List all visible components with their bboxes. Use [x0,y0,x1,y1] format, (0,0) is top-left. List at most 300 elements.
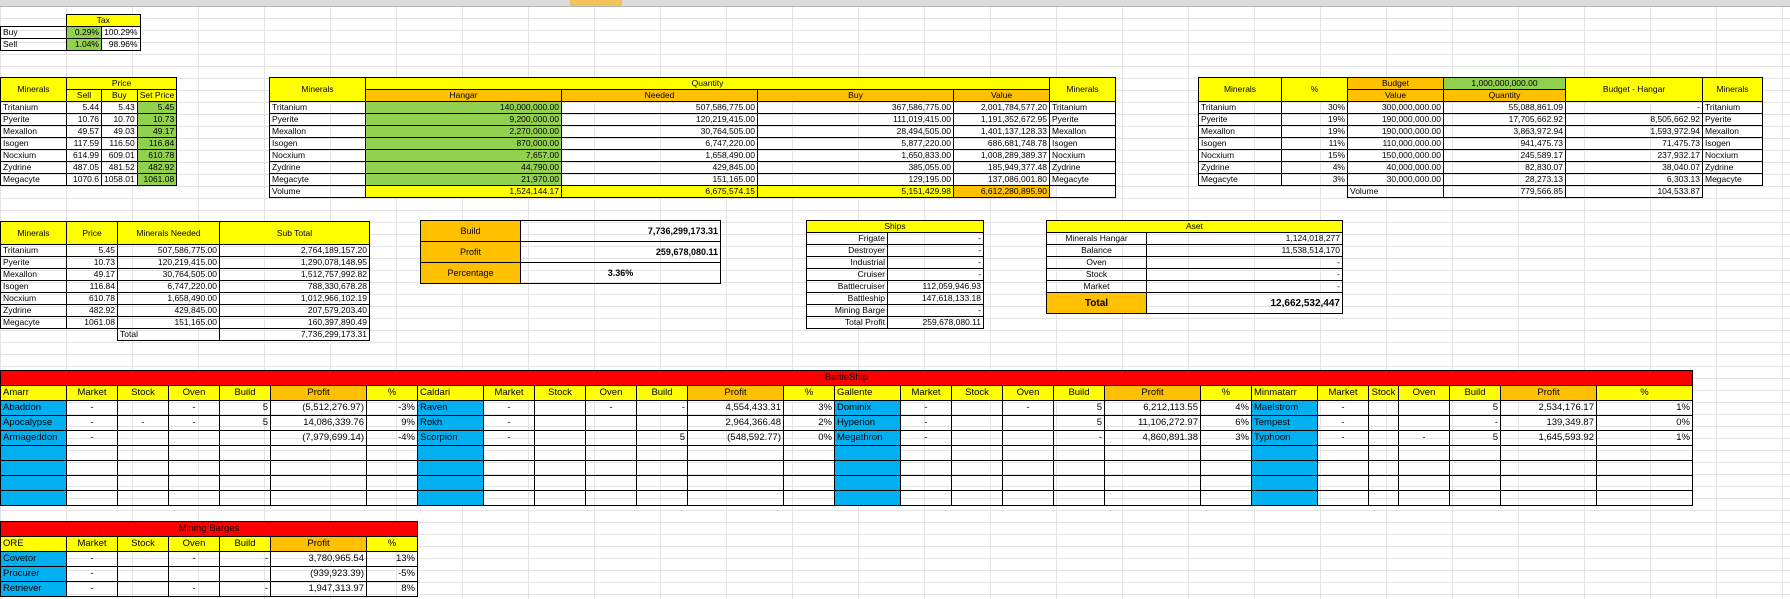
ship-profit-cell[interactable]: 1,947,313.97 [271,582,367,597]
budget-hangar-cell[interactable]: 8,505,662.92 [1566,114,1703,126]
ship-build-cell[interactable] [1054,461,1105,476]
ship-profit-cell[interactable]: - [888,269,984,281]
budget-hangar-cell[interactable]: 1,593,972.94 [1566,126,1703,138]
ship-name-cell[interactable]: Raven [418,401,484,416]
ship-stock-cell[interactable] [118,461,169,476]
ship-pct-cell[interactable] [1597,461,1693,476]
ship-name-cell[interactable]: Covetor [1,552,67,567]
ship-build-cell[interactable]: 5 [220,401,271,416]
value-cell[interactable]: 1,401,137,128.33 [954,126,1050,138]
ship-oven-cell[interactable] [1003,431,1054,446]
ship-oven-cell[interactable]: - [169,401,220,416]
ship-name-cell[interactable] [418,446,484,461]
aset-value-cell[interactable]: 1,124,018,277 [1147,233,1343,245]
sell-price-cell[interactable]: 117.59 [67,138,102,150]
ship-stock-cell[interactable] [1369,476,1399,491]
ship-pct-cell[interactable]: 0% [1597,416,1693,431]
ship-market-cell[interactable]: - [1318,416,1369,431]
sub-total-cell[interactable]: 2,764,189,157.20 [220,245,370,257]
ship-stock-cell[interactable] [118,582,169,597]
ship-name-cell[interactable] [418,476,484,491]
ship-name-cell[interactable]: Retriever [1,582,67,597]
ship-stock-cell[interactable] [535,416,586,431]
ship-pct-cell[interactable] [1201,476,1252,491]
ship-pct-cell[interactable] [1201,461,1252,476]
ship-build-cell[interactable] [1054,476,1105,491]
percent-cell[interactable]: 3% [1282,174,1348,186]
sub-total-cell[interactable]: 207,579,203.40 [220,305,370,317]
ship-oven-cell[interactable] [1003,491,1054,506]
ship-stock-cell[interactable] [118,446,169,461]
value-cell[interactable]: 185,949,377.48 [954,162,1050,174]
tax-value-cell[interactable]: 100.29% [102,27,141,39]
ship-build-cell[interactable] [1450,446,1501,461]
ship-build-cell[interactable] [637,491,688,506]
budget-total[interactable]: 1,000,000,000.00 [1444,78,1566,90]
buy-price-cell[interactable]: 49.03 [102,126,138,138]
ship-market-cell[interactable]: - [901,401,952,416]
ship-name-cell[interactable]: Tempest [1252,416,1318,431]
ship-build-cell[interactable] [220,491,271,506]
ship-profit-cell[interactable]: - [888,233,984,245]
ship-pct-cell[interactable] [784,461,835,476]
ship-name-cell[interactable] [1,446,67,461]
ship-pct-cell[interactable]: 3% [784,401,835,416]
ship-market-cell[interactable] [484,461,535,476]
ship-stock-cell[interactable] [952,446,1003,461]
budget-hangar-cell[interactable]: 71,475.73 [1566,138,1703,150]
ship-build-cell[interactable]: - [1450,416,1501,431]
ship-profit-cell[interactable] [1105,461,1201,476]
ship-market-cell[interactable] [1318,476,1369,491]
ship-pct-cell[interactable]: 8% [367,582,418,597]
sell-price-cell[interactable]: 5.44 [67,102,102,114]
ship-market-cell[interactable] [484,476,535,491]
ship-build-cell[interactable] [220,476,271,491]
value-cell[interactable]: 1,191,352,672.95 [954,114,1050,126]
percent-cell[interactable]: 15% [1282,150,1348,162]
ship-market-cell[interactable] [901,476,952,491]
ship-pct-cell[interactable] [1201,491,1252,506]
set-price-cell[interactable]: 5.45 [137,102,177,114]
percent-cell[interactable]: 4% [1282,162,1348,174]
ship-stock-cell[interactable] [1369,431,1399,446]
ship-oven-cell[interactable] [1399,416,1450,431]
price-cell[interactable]: 49.17 [67,269,118,281]
ship-pct-cell[interactable] [784,476,835,491]
buy-price-cell[interactable]: 5.43 [102,102,138,114]
ship-market-cell[interactable] [1318,446,1369,461]
budget-value-cell[interactable]: 40,000,000.00 [1348,162,1444,174]
ship-profit-cell[interactable] [1501,461,1597,476]
ship-oven-cell[interactable] [1399,446,1450,461]
ship-name-cell[interactable]: Abaddon [1,401,67,416]
ship-market-cell[interactable]: - [67,431,118,446]
minerals-needed-cell[interactable]: 1,658,490.00 [118,293,220,305]
ship-name-cell[interactable]: Apocalypse [1,416,67,431]
ship-build-cell[interactable]: 5 [1450,401,1501,416]
ship-market-cell[interactable]: - [484,431,535,446]
ship-profit-cell[interactable]: 2,964,366.48 [688,416,784,431]
value-cell[interactable]: 2,001,784,577.20 [954,102,1050,114]
ship-oven-cell[interactable] [1003,446,1054,461]
ship-market-cell[interactable]: - [67,582,118,597]
ship-pct-cell[interactable] [367,446,418,461]
ship-build-cell[interactable] [220,446,271,461]
ship-stock-cell[interactable] [952,416,1003,431]
ship-build-cell[interactable] [1450,491,1501,506]
hangar-cell[interactable]: 2,270,000.00 [366,126,562,138]
set-price-cell[interactable]: 1061.08 [137,174,177,186]
budget-qty-cell[interactable]: 28,273.13 [1444,174,1566,186]
volume-hangar[interactable]: 1,524,144.17 [366,186,562,198]
ship-oven-cell[interactable]: - [169,582,220,597]
ship-name-cell[interactable] [418,491,484,506]
ship-name-cell[interactable]: Megathron [835,431,901,446]
ship-name-cell[interactable]: Hyperion [835,416,901,431]
ship-profit-cell[interactable]: 6,212,113.55 [1105,401,1201,416]
ship-oven-cell[interactable]: - [1399,431,1450,446]
hangar-cell[interactable]: 9,200,000.00 [366,114,562,126]
ship-stock-cell[interactable] [118,552,169,567]
ship-build-cell[interactable] [1450,476,1501,491]
price-cell[interactable]: 482.92 [67,305,118,317]
ship-stock-cell[interactable] [535,476,586,491]
needed-cell[interactable]: 120,219,415.00 [562,114,758,126]
ship-pct-cell[interactable]: 4% [1201,401,1252,416]
value-cell[interactable]: 137,086,001.80 [954,174,1050,186]
ship-stock-cell[interactable] [535,461,586,476]
buy-cell[interactable]: 28,494,505.00 [758,126,954,138]
budget-qty-cell[interactable]: 941,475.73 [1444,138,1566,150]
ship-oven-cell[interactable] [169,567,220,582]
ship-oven-cell[interactable] [586,491,637,506]
ship-pct-cell[interactable]: 13% [367,552,418,567]
ship-pct-cell[interactable]: 1% [1597,431,1693,446]
ship-profit-cell[interactable]: (939,923.39) [271,567,367,582]
tax-pct-cell[interactable]: 1.04% [67,39,102,51]
ship-build-cell[interactable] [1054,446,1105,461]
ship-name-cell[interactable]: Typhoon [1252,431,1318,446]
ship-profit-cell[interactable]: 1,645,593.92 [1501,431,1597,446]
ship-profit-cell[interactable]: (7,979,699.14) [271,431,367,446]
profit-value[interactable]: 259,678,080.11 [521,242,721,263]
budget-qty-cell[interactable]: 3,863,972.94 [1444,126,1566,138]
budget-hangar-cell[interactable]: 6,303.13 [1566,174,1703,186]
ship-oven-cell[interactable] [586,431,637,446]
ship-oven-cell[interactable] [169,431,220,446]
ship-profit-cell[interactable] [271,446,367,461]
ship-build-cell[interactable]: - [637,401,688,416]
budget-hangar-cell[interactable]: 237,932.17 [1566,150,1703,162]
ship-oven-cell[interactable] [1399,401,1450,416]
build-value[interactable]: 7,736,299,173.31 [521,221,721,242]
budget-hangar-cell[interactable]: 38,040.07 [1566,162,1703,174]
ship-profit-cell[interactable] [1105,491,1201,506]
minerals-needed-cell[interactable]: 6,747,220.00 [118,281,220,293]
ship-market-cell[interactable] [1318,461,1369,476]
ship-build-cell[interactable]: 5 [1054,416,1105,431]
price-cell[interactable]: 116.84 [67,281,118,293]
ship-build-cell[interactable] [220,461,271,476]
percent-cell[interactable]: 19% [1282,126,1348,138]
ship-stock-cell[interactable] [118,491,169,506]
ship-name-cell[interactable] [1252,461,1318,476]
ship-build-cell[interactable]: 5 [1054,401,1105,416]
ship-pct-cell[interactable]: 3% [1201,431,1252,446]
ship-profit-cell[interactable] [1501,491,1597,506]
ship-market-cell[interactable]: - [67,401,118,416]
ship-name-cell[interactable] [1,491,67,506]
ship-pct-cell[interactable] [784,446,835,461]
ship-pct-cell[interactable] [784,491,835,506]
ship-market-cell[interactable] [67,461,118,476]
empty-cell[interactable] [1050,186,1116,198]
aset-value-cell[interactable]: - [1147,281,1343,293]
volume-budget-hangar[interactable]: 104,533.87 [1566,186,1703,198]
ship-stock-cell[interactable] [952,401,1003,416]
ship-stock-cell[interactable] [952,461,1003,476]
ship-profit-cell[interactable]: 139,349.87 [1501,416,1597,431]
needed-cell[interactable]: 30,764,505.00 [562,126,758,138]
ship-profit-cell[interactable] [271,491,367,506]
ship-oven-cell[interactable] [586,416,637,431]
ship-stock-cell[interactable]: - [118,416,169,431]
ship-build-cell[interactable]: 5 [1450,431,1501,446]
percentage-value[interactable]: 3.36% [521,263,721,284]
set-price-cell[interactable]: 610.78 [137,150,177,162]
ship-oven-cell[interactable] [169,446,220,461]
ship-oven-cell[interactable] [1399,461,1450,476]
ship-oven-cell[interactable] [169,476,220,491]
ship-oven-cell[interactable] [586,476,637,491]
sell-price-cell[interactable]: 614.99 [67,150,102,162]
aset-total-value[interactable]: 12,662,532,447 [1147,293,1343,314]
sub-total-cell[interactable]: 1,012,966,102.19 [220,293,370,305]
minerals-needed-cell[interactable]: 30,764,505.00 [118,269,220,281]
ship-stock-cell[interactable] [952,431,1003,446]
ship-oven-cell[interactable]: - [169,552,220,567]
price-cell[interactable]: 5.45 [67,245,118,257]
ship-pct-cell[interactable]: 1% [1597,401,1693,416]
total-value[interactable]: 7,736,299,173.31 [220,329,370,341]
ship-profit-cell[interactable]: 4,554,433.31 [688,401,784,416]
buy-cell[interactable]: 385,055.00 [758,162,954,174]
ship-name-cell[interactable] [835,491,901,506]
ship-pct-cell[interactable] [1597,446,1693,461]
sell-price-cell[interactable]: 1070.6 [67,174,102,186]
percent-cell[interactable]: 30% [1282,102,1348,114]
budget-value-cell[interactable]: 150,000,000.00 [1348,150,1444,162]
buy-cell[interactable]: 5,877,220.00 [758,138,954,150]
percent-cell[interactable]: 11% [1282,138,1348,150]
volume-value[interactable]: 6,612,280,895.90 [954,186,1050,198]
budget-hangar-cell[interactable]: - [1566,102,1703,114]
ship-market-cell[interactable] [67,476,118,491]
ship-profit-cell[interactable]: 14,086,339.76 [271,416,367,431]
ship-profit-cell[interactable] [271,461,367,476]
aset-value-cell[interactable]: 11,538,514,170 [1147,245,1343,257]
set-price-cell[interactable]: 116.84 [137,138,177,150]
ship-profit-cell[interactable]: 2,534,176.17 [1501,401,1597,416]
ship-name-cell[interactable] [1252,476,1318,491]
buy-price-cell[interactable]: 1058.01 [102,174,138,186]
buy-cell[interactable]: 129,195.00 [758,174,954,186]
tax-value-cell[interactable]: 98.96% [102,39,141,51]
buy-cell[interactable]: 1,650,833.00 [758,150,954,162]
ship-oven-cell[interactable]: - [1003,401,1054,416]
ship-market-cell[interactable] [484,491,535,506]
ship-market-cell[interactable] [484,446,535,461]
ship-profit-cell[interactable]: 11,106,272.97 [1105,416,1201,431]
minerals-needed-cell[interactable]: 151,165.00 [118,317,220,329]
ship-oven-cell[interactable] [1003,476,1054,491]
ship-profit-cell[interactable]: 3,780,965.54 [271,552,367,567]
sell-price-cell[interactable]: 487.05 [67,162,102,174]
needed-cell[interactable]: 151,165.00 [562,174,758,186]
hangar-cell[interactable]: 140,000,000.00 [366,102,562,114]
volume-qty[interactable]: 779,566.85 [1444,186,1566,198]
ship-pct-cell[interactable]: -3% [367,401,418,416]
ship-market-cell[interactable]: - [67,416,118,431]
ship-stock-cell[interactable] [1369,461,1399,476]
ship-market-cell[interactable]: - [901,431,952,446]
sub-total-cell[interactable]: 788,330,678.28 [220,281,370,293]
ship-stock-cell[interactable] [952,491,1003,506]
ship-oven-cell[interactable]: - [169,416,220,431]
ship-profit-cell[interactable]: - [888,305,984,317]
budget-value-cell[interactable]: 110,000,000.00 [1348,138,1444,150]
ship-profit-cell[interactable] [688,446,784,461]
ship-market-cell[interactable] [1318,491,1369,506]
sub-total-cell[interactable]: 1,290,078,148.95 [220,257,370,269]
ship-profit-cell[interactable] [1105,446,1201,461]
budget-value-cell[interactable]: 190,000,000.00 [1348,126,1444,138]
ship-pct-cell[interactable] [367,476,418,491]
sub-total-cell[interactable]: 1,512,757,992.82 [220,269,370,281]
ship-name-cell[interactable]: Armageddon [1,431,67,446]
ship-stock-cell[interactable] [118,431,169,446]
ship-oven-cell[interactable] [1003,461,1054,476]
ship-market-cell[interactable]: - [67,552,118,567]
ship-name-cell[interactable] [1252,446,1318,461]
ship-oven-cell[interactable] [1003,416,1054,431]
aset-value-cell[interactable]: - [1147,269,1343,281]
hangar-cell[interactable]: 870,000.00 [366,138,562,150]
ship-profit-cell[interactable]: - [888,245,984,257]
ship-oven-cell[interactable] [169,461,220,476]
hangar-cell[interactable]: 7,657.00 [366,150,562,162]
ship-stock-cell[interactable] [535,401,586,416]
ship-pct-cell[interactable]: -4% [367,431,418,446]
minerals-needed-cell[interactable]: 120,219,415.00 [118,257,220,269]
ship-pct-cell[interactable] [367,491,418,506]
volume-buy[interactable]: 5,151,429.98 [758,186,954,198]
hangar-cell[interactable]: 21,970.00 [366,174,562,186]
ship-name-cell[interactable]: Dominix [835,401,901,416]
ship-build-cell[interactable] [637,461,688,476]
buy-price-cell[interactable]: 10.70 [102,114,138,126]
ship-oven-cell[interactable] [169,491,220,506]
ship-market-cell[interactable] [901,461,952,476]
sell-price-cell[interactable]: 49.57 [67,126,102,138]
ship-profit-cell[interactable]: 4,860,891.38 [1105,431,1201,446]
budget-qty-cell[interactable]: 17,705,662.92 [1444,114,1566,126]
ship-name-cell[interactable] [1,461,67,476]
buy-cell[interactable]: 367,586,775.00 [758,102,954,114]
ship-profit-cell[interactable] [271,476,367,491]
minerals-needed-cell[interactable]: 429,845.00 [118,305,220,317]
percent-cell[interactable]: 19% [1282,114,1348,126]
ship-build-cell[interactable] [637,416,688,431]
ship-profit-cell[interactable]: 112,059,946.93 [888,281,984,293]
budget-value-cell[interactable]: 30,000,000.00 [1348,174,1444,186]
ship-pct-cell[interactable]: 0% [784,431,835,446]
budget-qty-cell[interactable]: 245,589.17 [1444,150,1566,162]
set-price-cell[interactable]: 482.92 [137,162,177,174]
ship-stock-cell[interactable] [535,446,586,461]
ship-oven-cell[interactable] [1399,476,1450,491]
ship-market-cell[interactable] [901,491,952,506]
ship-build-cell[interactable] [1450,461,1501,476]
ship-stock-cell[interactable] [1369,416,1399,431]
ship-profit-cell[interactable]: (5,512,276.97) [271,401,367,416]
ship-name-cell[interactable]: Procurer [1,567,67,582]
ship-pct-cell[interactable]: 6% [1201,416,1252,431]
ship-oven-cell[interactable] [586,461,637,476]
ship-name-cell[interactable] [1,476,67,491]
ship-profit-cell[interactable] [688,491,784,506]
buy-price-cell[interactable]: 481.52 [102,162,138,174]
ship-build-cell[interactable] [637,476,688,491]
hangar-cell[interactable]: 44,790.00 [366,162,562,174]
buy-price-cell[interactable]: 609.01 [102,150,138,162]
ship-stock-cell[interactable] [535,491,586,506]
ship-pct-cell[interactable]: 9% [367,416,418,431]
ship-build-cell[interactable]: - [1054,431,1105,446]
ship-build-cell[interactable]: - [220,582,271,597]
ship-market-cell[interactable]: - [67,567,118,582]
ship-stock-cell[interactable] [118,567,169,582]
aset-value-cell[interactable]: - [1147,257,1343,269]
ship-oven-cell[interactable] [586,446,637,461]
sell-price-cell[interactable]: 10.76 [67,114,102,126]
ship-build-cell[interactable]: 5 [220,416,271,431]
minerals-needed-cell[interactable]: 507,586,775.00 [118,245,220,257]
price-cell[interactable]: 1061.08 [67,317,118,329]
sub-total-cell[interactable]: 160,397,890.49 [220,317,370,329]
value-cell[interactable]: 1,008,289,389.37 [954,150,1050,162]
ship-name-cell[interactable] [835,446,901,461]
ship-market-cell[interactable]: - [484,401,535,416]
ship-oven-cell[interactable]: - [586,401,637,416]
ship-name-cell[interactable]: Scorpion [418,431,484,446]
budget-qty-cell[interactable]: 82,830.07 [1444,162,1566,174]
price-cell[interactable]: 610.78 [67,293,118,305]
ship-profit-cell[interactable]: - [888,257,984,269]
volume-needed[interactable]: 6,675,574.15 [562,186,758,198]
ship-stock-cell[interactable] [1369,491,1399,506]
ship-stock-cell[interactable] [535,431,586,446]
needed-cell[interactable]: 507,586,775.00 [562,102,758,114]
ship-name-cell[interactable] [1252,491,1318,506]
ship-profit-cell[interactable]: (548,592.77) [688,431,784,446]
tax-pct-cell[interactable]: 0.29% [67,27,102,39]
ship-name-cell[interactable]: Maelstrom [1252,401,1318,416]
ship-name-cell[interactable] [835,461,901,476]
ship-build-cell[interactable] [637,446,688,461]
ship-pct-cell[interactable]: -5% [367,567,418,582]
